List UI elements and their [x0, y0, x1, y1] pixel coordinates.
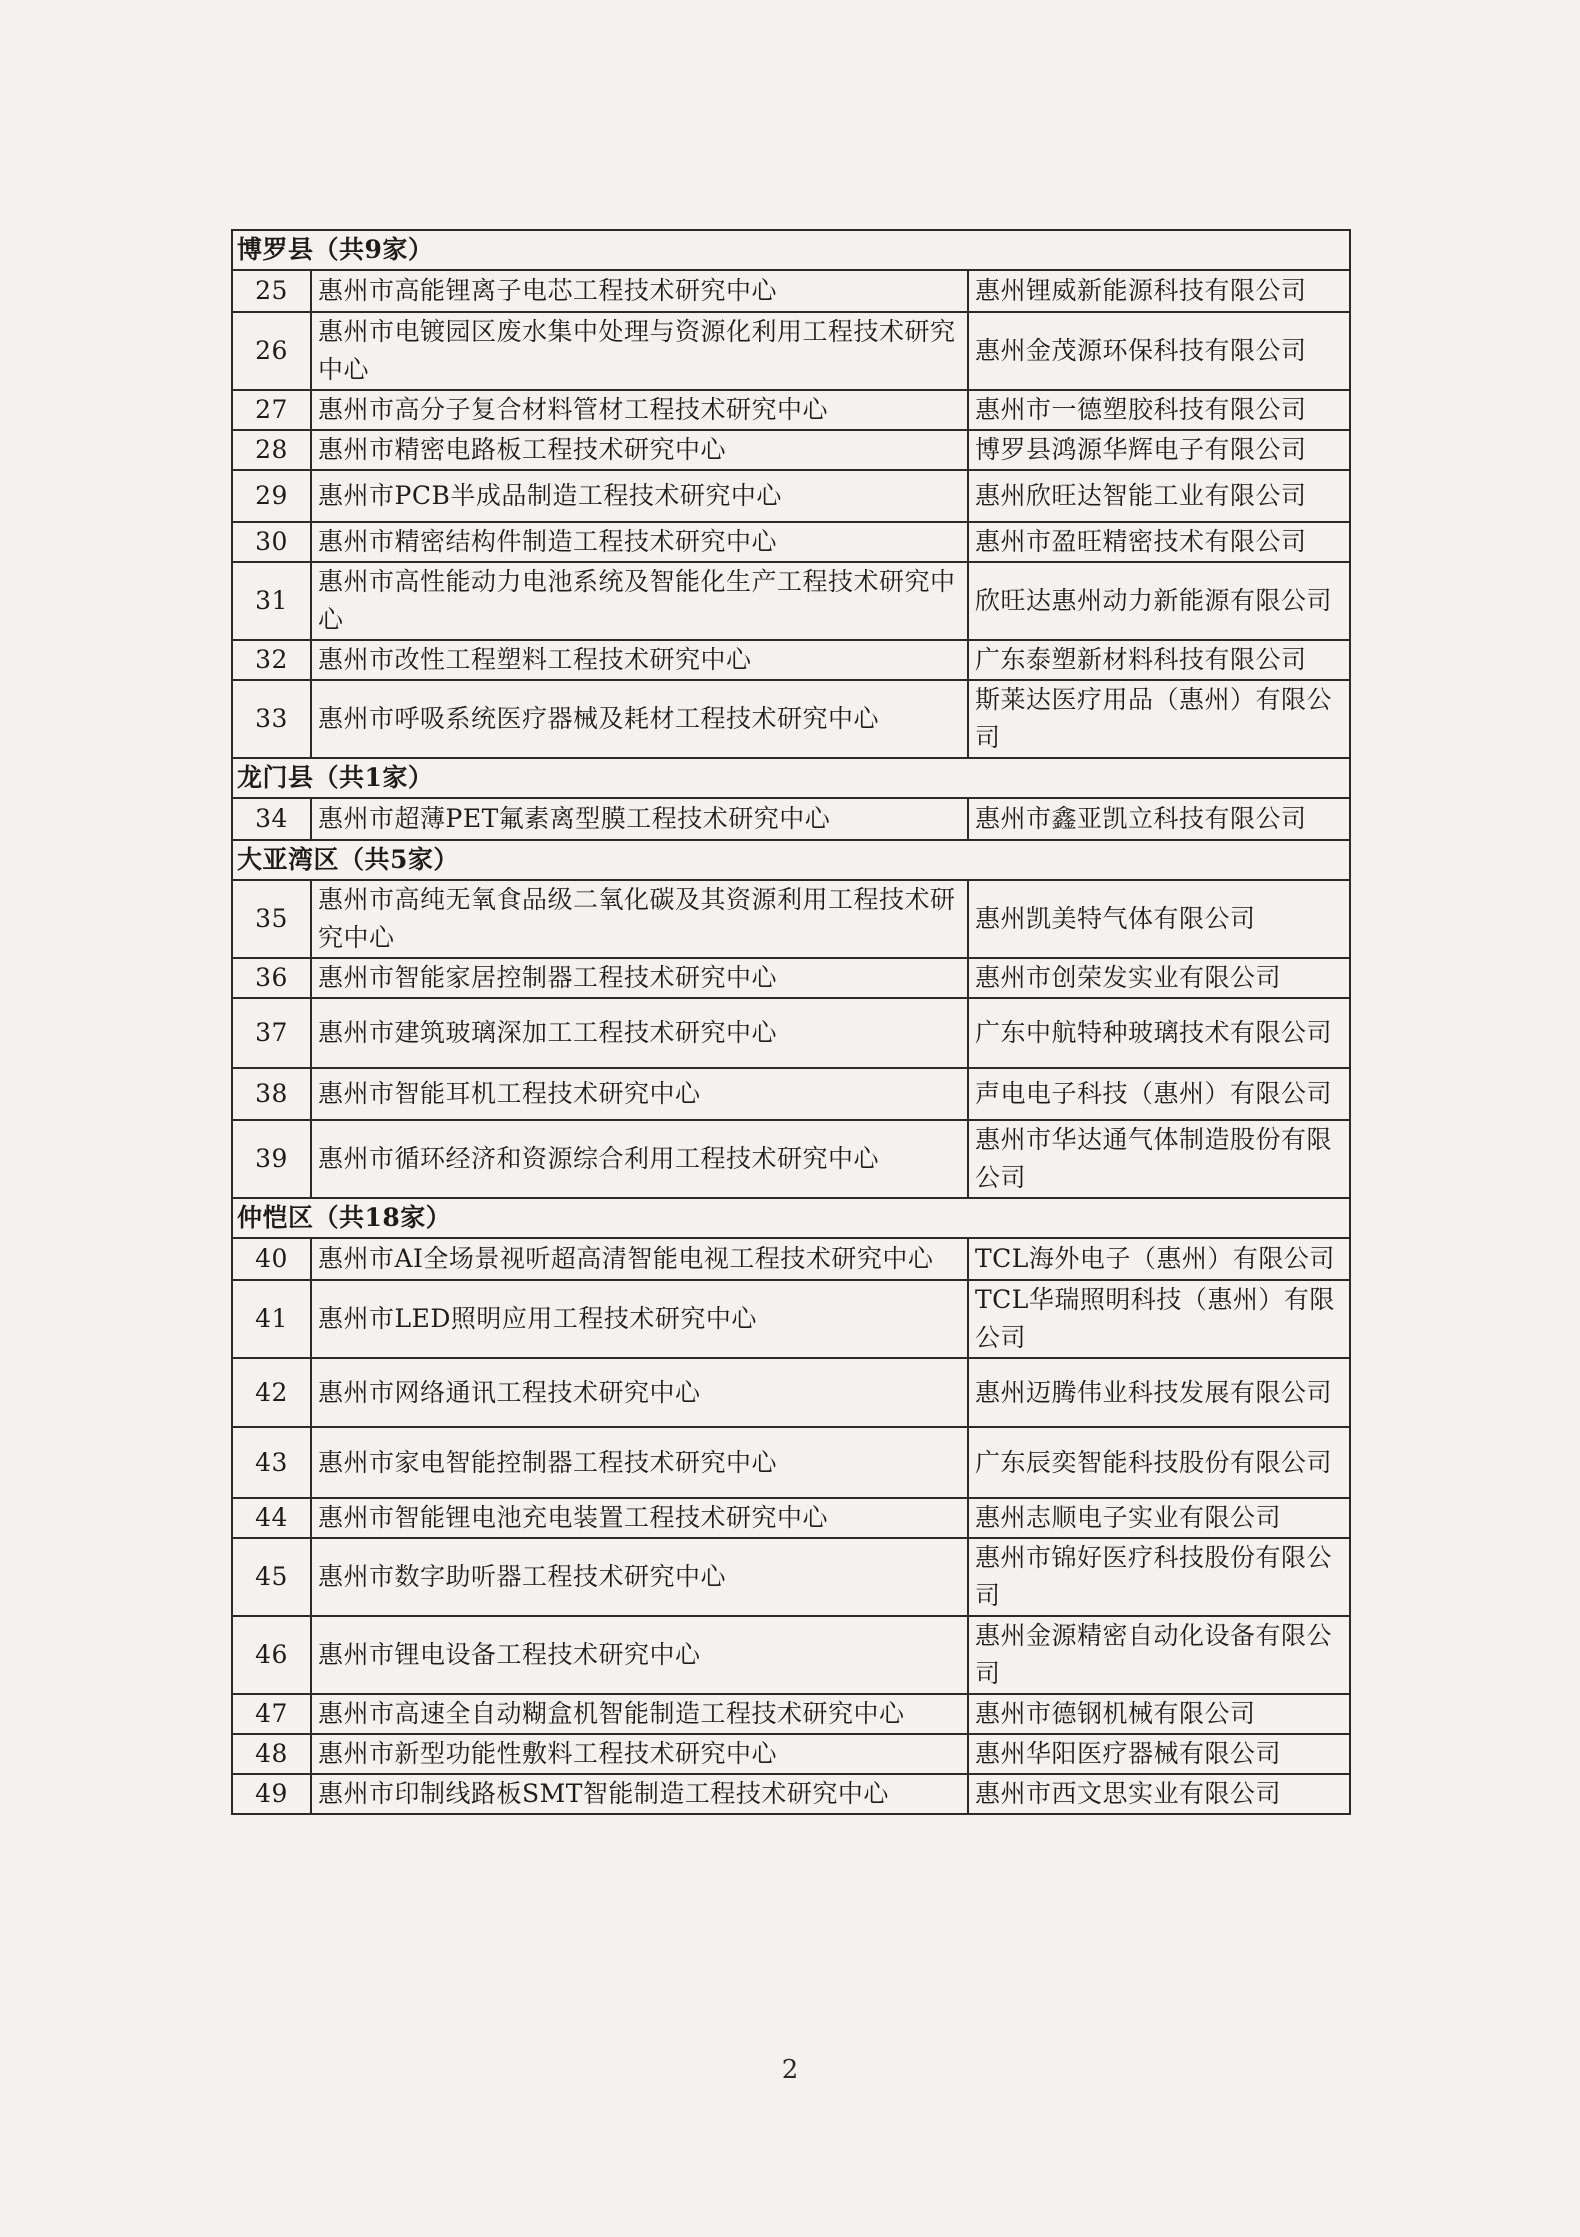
company-name-cell: 惠州华阳医疗器械有限公司 [968, 1734, 1350, 1774]
company-name-cell: 斯莱达医疗用品（惠州）有限公司 [968, 680, 1350, 758]
row-number-cell: 41 [232, 1280, 311, 1358]
table-row [232, 798, 1350, 840]
table-row [232, 1068, 1350, 1120]
table-row [232, 1734, 1350, 1774]
company-name-cell: 欣旺达惠州动力新能源有限公司 [968, 562, 1350, 640]
center-name-cell: 惠州市建筑玻璃深加工工程技术研究中心 [311, 998, 968, 1068]
table-row [232, 1427, 1350, 1498]
row-number-cell: 42 [232, 1358, 311, 1427]
section-header-row [232, 1198, 1350, 1238]
section-header-row [232, 758, 1350, 798]
row-number-cell: 31 [232, 562, 311, 640]
table-row [232, 522, 1350, 562]
center-name-cell: 惠州市印制线路板SMT智能制造工程技术研究中心 [311, 1774, 968, 1814]
row-number-cell: 36 [232, 958, 311, 998]
table-row [232, 470, 1350, 522]
center-name-cell: 惠州市高性能动力电池系统及智能化生产工程技术研究中心 [311, 562, 968, 640]
row-number-cell: 25 [232, 270, 311, 312]
company-name-cell: 惠州市一德塑胶科技有限公司 [968, 390, 1350, 430]
center-name-cell: 惠州市锂电设备工程技术研究中心 [311, 1616, 968, 1694]
section-header-row [232, 840, 1350, 880]
table-row [232, 958, 1350, 998]
table-row [232, 1498, 1350, 1538]
table-row [232, 1120, 1350, 1198]
section-heading: 大亚湾区（共5家） [232, 840, 1350, 880]
company-name-cell: 惠州市创荣发实业有限公司 [968, 958, 1350, 998]
row-number-cell: 38 [232, 1068, 311, 1120]
row-number-cell: 49 [232, 1774, 311, 1814]
company-name-cell: 惠州锂威新能源科技有限公司 [968, 270, 1350, 312]
company-name-cell: TCL华瑞照明科技（惠州）有限公司 [968, 1280, 1350, 1358]
center-name-cell: 惠州市网络通讯工程技术研究中心 [311, 1358, 968, 1427]
table-row [232, 1616, 1350, 1694]
center-name-cell: 惠州市超薄PET氟素离型膜工程技术研究中心 [311, 798, 968, 840]
company-name-cell: 惠州迈腾伟业科技发展有限公司 [968, 1358, 1350, 1427]
table-row [232, 430, 1350, 470]
row-number-cell: 28 [232, 430, 311, 470]
company-name-cell: 惠州市西文思实业有限公司 [968, 1774, 1350, 1814]
row-number-cell: 46 [232, 1616, 311, 1694]
table-row [232, 270, 1350, 312]
row-number-cell: 35 [232, 880, 311, 958]
company-name-cell: 广东辰奕智能科技股份有限公司 [968, 1427, 1350, 1498]
section-heading: 仲恺区（共18家） [232, 1198, 1350, 1238]
table-row [232, 1694, 1350, 1734]
row-number-cell: 45 [232, 1538, 311, 1616]
center-name-cell: 惠州市LED照明应用工程技术研究中心 [311, 1280, 968, 1358]
table-row [232, 1538, 1350, 1616]
center-name-cell: 惠州市呼吸系统医疗器械及耗材工程技术研究中心 [311, 680, 968, 758]
center-name-cell: 惠州市家电智能控制器工程技术研究中心 [311, 1427, 968, 1498]
company-name-cell: 惠州金茂源环保科技有限公司 [968, 312, 1350, 390]
table-row [232, 1358, 1350, 1427]
table-row [232, 998, 1350, 1068]
table-row [232, 880, 1350, 958]
center-name-cell: 惠州市改性工程塑料工程技术研究中心 [311, 640, 968, 680]
row-number-cell: 27 [232, 390, 311, 430]
company-name-cell: 惠州市德钢机械有限公司 [968, 1694, 1350, 1734]
row-number-cell: 40 [232, 1238, 311, 1280]
row-number-cell: 32 [232, 640, 311, 680]
center-name-cell: 惠州市循环经济和资源综合利用工程技术研究中心 [311, 1120, 968, 1198]
research-center-table [231, 229, 1351, 1815]
center-name-cell: 惠州市AI全场景视听超高清智能电视工程技术研究中心 [311, 1238, 968, 1280]
center-name-cell: 惠州市电镀园区废水集中处理与资源化利用工程技术研究中心 [311, 312, 968, 390]
row-number-cell: 26 [232, 312, 311, 390]
center-name-cell: 惠州市高分子复合材料管材工程技术研究中心 [311, 390, 968, 430]
company-name-cell: 博罗县鸿源华辉电子有限公司 [968, 430, 1350, 470]
center-name-cell: 惠州市高纯无氧食品级二氧化碳及其资源利用工程技术研究中心 [311, 880, 968, 958]
row-number-cell: 47 [232, 1694, 311, 1734]
section-heading: 龙门县（共1家） [232, 758, 1350, 798]
page-number: 2 [781, 2055, 799, 2085]
table-row [232, 562, 1350, 640]
center-name-cell: 惠州市智能耳机工程技术研究中心 [311, 1068, 968, 1120]
row-number-cell: 34 [232, 798, 311, 840]
center-name-cell: 惠州市PCB半成品制造工程技术研究中心 [311, 470, 968, 522]
table-row [232, 1238, 1350, 1280]
company-name-cell: 广东中航特种玻璃技术有限公司 [968, 998, 1350, 1068]
center-name-cell: 惠州市精密结构件制造工程技术研究中心 [311, 522, 968, 562]
row-number-cell: 39 [232, 1120, 311, 1198]
center-name-cell: 惠州市智能锂电池充电装置工程技术研究中心 [311, 1498, 968, 1538]
company-name-cell: 惠州市盈旺精密技术有限公司 [968, 522, 1350, 562]
company-name-cell: 惠州市华达通气体制造股份有限公司 [968, 1120, 1350, 1198]
row-number-cell: 30 [232, 522, 311, 562]
row-number-cell: 33 [232, 680, 311, 758]
company-name-cell: TCL海外电子（惠州）有限公司 [968, 1238, 1350, 1280]
table-row [232, 390, 1350, 430]
row-number-cell: 29 [232, 470, 311, 522]
company-name-cell: 惠州志顺电子实业有限公司 [968, 1498, 1350, 1538]
table-row [232, 1774, 1350, 1814]
company-name-cell: 声电电子科技（惠州）有限公司 [968, 1068, 1350, 1120]
company-name-cell: 惠州凯美特气体有限公司 [968, 880, 1350, 958]
table-row [232, 312, 1350, 390]
center-name-cell: 惠州市数字助听器工程技术研究中心 [311, 1538, 968, 1616]
company-name-cell: 惠州欣旺达智能工业有限公司 [968, 470, 1350, 522]
table-row [232, 680, 1350, 758]
row-number-cell: 37 [232, 998, 311, 1068]
company-name-cell: 惠州金源精密自动化设备有限公司 [968, 1616, 1350, 1694]
section-heading: 博罗县（共9家） [232, 230, 1350, 270]
table-row [232, 640, 1350, 680]
center-name-cell: 惠州市精密电路板工程技术研究中心 [311, 430, 968, 470]
company-name-cell: 惠州市鑫亚凯立科技有限公司 [968, 798, 1350, 840]
center-name-cell: 惠州市新型功能性敷料工程技术研究中心 [311, 1734, 968, 1774]
center-name-cell: 惠州市高能锂离子电芯工程技术研究中心 [311, 270, 968, 312]
row-number-cell: 43 [232, 1427, 311, 1498]
company-name-cell: 惠州市锦好医疗科技股份有限公司 [968, 1538, 1350, 1616]
row-number-cell: 48 [232, 1734, 311, 1774]
company-name-cell: 广东泰塑新材料科技有限公司 [968, 640, 1350, 680]
center-name-cell: 惠州市智能家居控制器工程技术研究中心 [311, 958, 968, 998]
table-body [232, 230, 1350, 1814]
section-header-row [232, 230, 1350, 270]
row-number-cell: 44 [232, 1498, 311, 1538]
table-row [232, 1280, 1350, 1358]
center-name-cell: 惠州市高速全自动糊盒机智能制造工程技术研究中心 [311, 1694, 968, 1734]
